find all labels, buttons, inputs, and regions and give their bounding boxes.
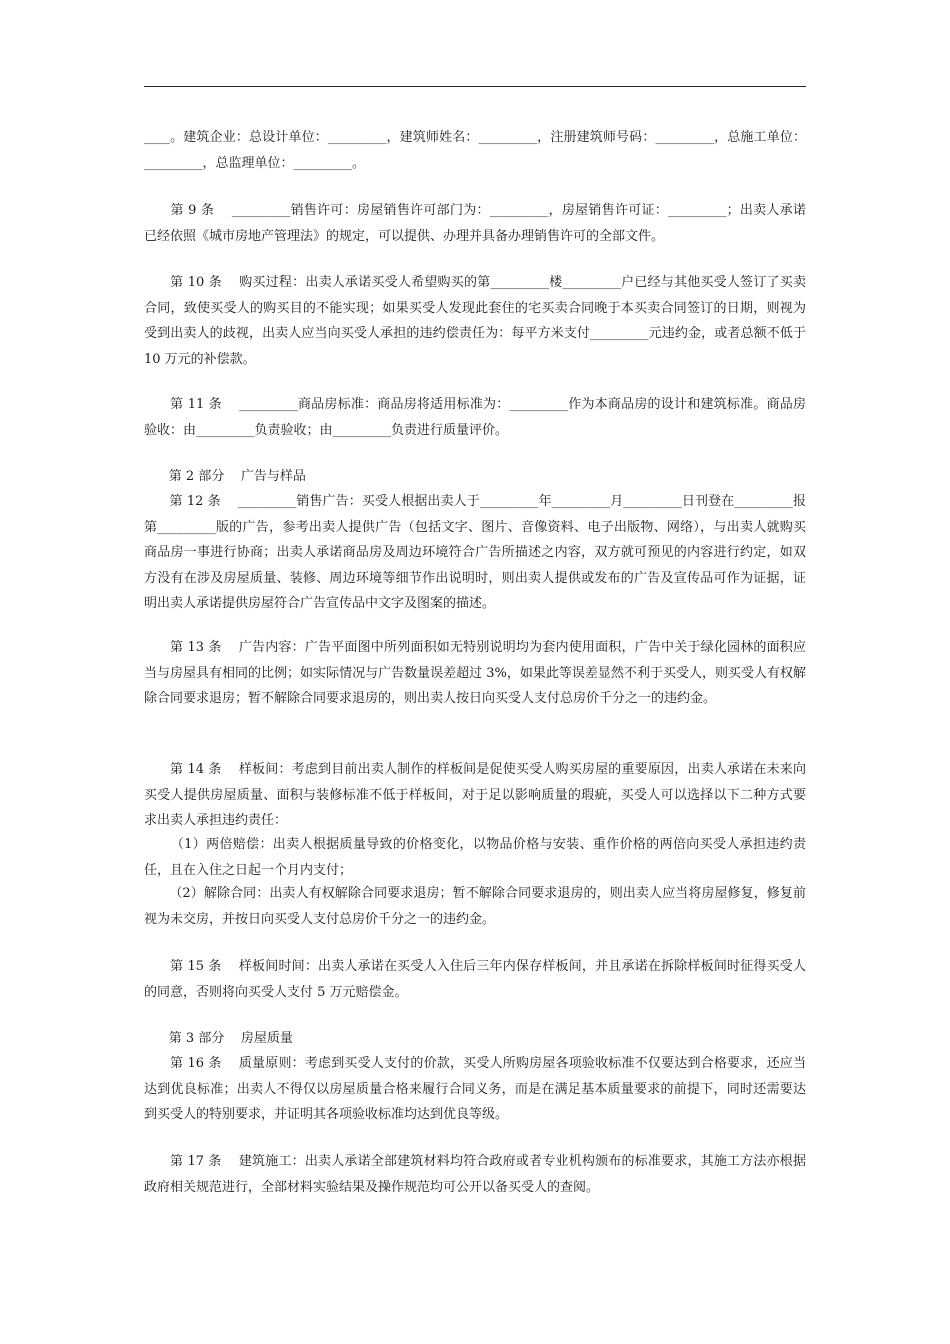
section-heading-part-2: 第 2 部分 广告与样品: [144, 469, 306, 484]
paragraph-article-10: 第 10 条 购买过程：出卖人承诺买受人希望购买的第_________楼_________户已经与其他买受人签订了买卖合同，致使买受人的购买目的不能实现；如果买受人发现此套住的宅买卖合同晚于本买卖合同签订的日期，则视为受到出卖人的歧视，出卖人应当向买受人承担的违约偿责任为：每平方米支付_________元违约金，或者总额不低于 10 万元的补偿款。: [144, 275, 811, 367]
paragraph-architect-info: ____。建筑企业：总设计单位：_________，建筑师姓名：_________，注册建筑师号码：_________，总施工单位：_________，总监理单位：_________。: [144, 130, 806, 171]
paragraph-article-9: 第 9 条 _________销售许可：房屋销售许可部门为：_________，房屋销售许可证：_________；出卖人承诺已经依照《城市房地产管理法》的规定，可以提供、办理并具备办理销售许可的全部文件。: [144, 203, 806, 244]
section-heading-part-3: 第 3 部分 房屋质量: [144, 1031, 293, 1046]
paragraph-article-12: 第 12 条 _________销售广告：买受人根据出卖人于_________年_________月_________日刊登在_________报第_________版的广告，参考出卖人提供广告（包括文字、图片、音像资料、电子出版物、网络），与出卖人就购买商品房一事进行协商；出卖人承诺商品房及周边环境符合广告所描述之内容，双方就可预见的内容进行约定，如双方没有在涉及房屋质量、装修、周边环境等细节作出说明时，则出卖人提供或发布的广告及宣传品可作为证据，证明出卖人承诺提供房屋符合广告宣传品中文字及图案的描述。: [144, 494, 806, 611]
paragraph-article-16: 第 16 条 质量原则：考虑到买受人支付的价款，买受人所购房屋各项验收标准不仅要达到合格要求，还应当达到优良标准；出卖人不得仅以房屋质量合格来履行合同义务，而是在满足基本质量要求的前提下，同时还需要达到买受人的特别要求，并证明其各项验收标准均达到优良等级。: [144, 1056, 807, 1122]
paragraph-article-13: 第 13 条 广告内容：广告平面图中所列面积如无特别说明均为套内使用面积，广告中关于绿化园林的面积应当与房屋具有相同的比例；如实际情况与广告数量误差超过 3%，如果此等误差显然不利于买受人，则买受人有权解除合同要求退房；暂不解除合同要求退房的，则出卖人按日向买受人支付总房价千分之一的违约金。: [144, 640, 807, 706]
paragraph-article-15: 第 15 条 样板间时间：出卖人承诺在买受人入住后三年内保存样板间，并且承诺在拆除样板间时征得买受人的同意，否则将向买受人支付 5 万元赔偿金。: [144, 959, 807, 1000]
paragraph-article-11: 第 11 条 _________商品房标准：商品房将适用标准为：_________作为本商品房的设计和建筑标准。商品房验收：由_________负责验收；由_________负责进行质量评价。: [144, 397, 806, 438]
header-rule: [144, 86, 806, 87]
paragraph-article-17: 第 17 条 建筑施工：出卖人承诺全部建筑材料均符合政府或者专业机构颁布的标准要求，其施工方法亦根据政府相关规范进行，全部材料实验结果及操作规范均可公开以备买受人的查阅。: [144, 1154, 807, 1195]
paragraph-article-14: 第 14 条 样板间：考虑到目前出卖人制作的样板间是促使买受人购买房屋的重要原因，出卖人承诺在未来向买受人提供房屋质量、面积与装修标准不低于样板间，对于足以影响质量的瑕疵，买受人可以选择以下二种方式要求出卖人承担违约责任：: [144, 762, 807, 828]
paragraph-article-14-item-1: （1）两倍赔偿：出卖人根据质量导致的价格变化，以物品价格与安装、重作价格的两倍向买受人承担违约责任，且在入住之日起一个月内支付；: [144, 837, 806, 878]
paragraph-article-14-item-2: （2）解除合同：出卖人有权解除合同要求退房；暂不解除合同要求退房的，则出卖人应当将房屋修复，修复前视为未交房，并按日向买受人支付总房价千分之一的违约金。: [144, 886, 806, 927]
